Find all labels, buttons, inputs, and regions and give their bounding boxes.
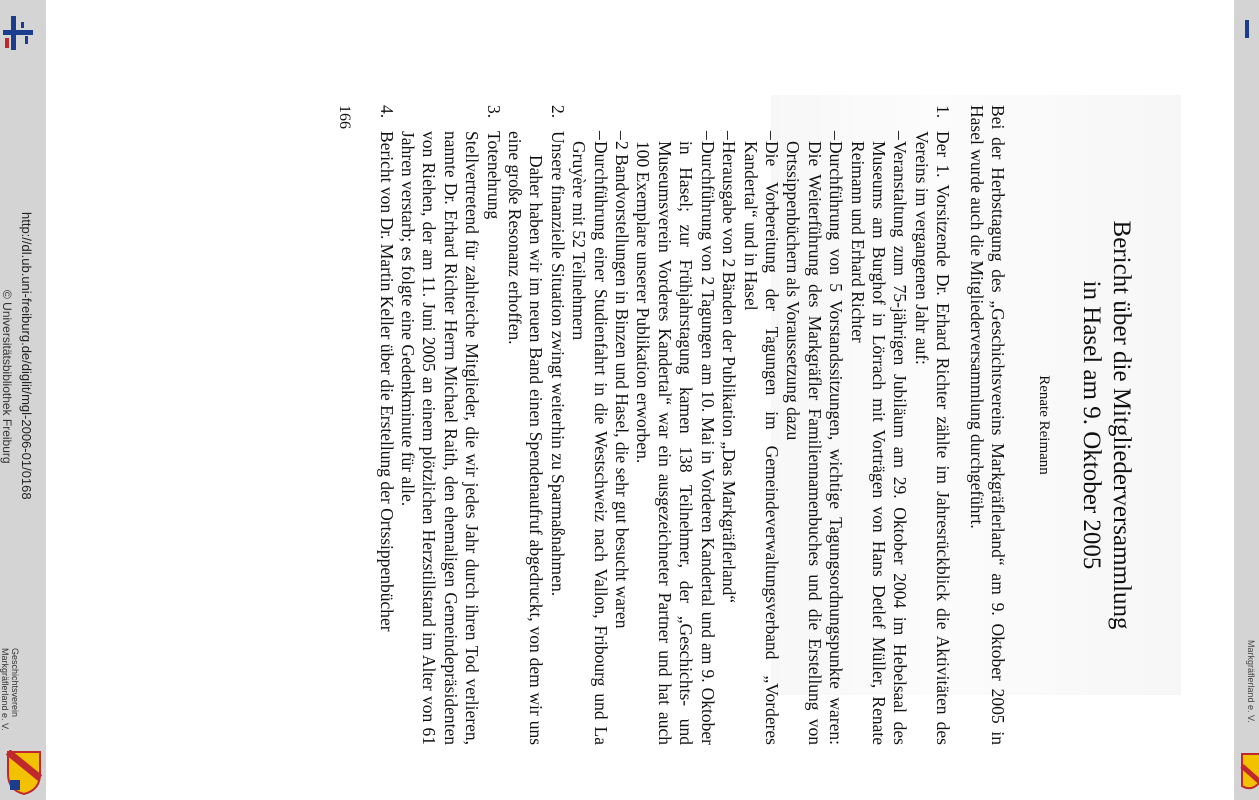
sub-item: – 2 Bandvorstellungen in Binzen und Hasel, die sehr gut besucht waren: [612, 131, 633, 629]
sub-item: – Herausgabe von 2 Bänden der Publikation „Das Markgräflerland“: [719, 131, 740, 604]
title-line-2: in Hasel am 9. Oktober 2005: [1078, 280, 1105, 570]
sub-item: – Durchführung von 5 Vorstandssitzungen, wichtige Tagungsordnungspunkte waren: Die Weiterführung des Markgräfler Familiennamenbuches und die Erstellung von Ortssippenbüchern als Voraussetzung dazu: [783, 131, 847, 745]
society-line-2: Markgräflerland e. V.: [0, 648, 10, 731]
item-lead: Bericht von Dr. Martin Keller über die Erstellung der Ortssippenbücher: [376, 131, 397, 632]
item-paragraph: Stellvertretend für zahlreiche Mitglieder, die wir jedes Jahr durch ihren Tod verlieren, nannte Dr. Erhard Richter Herrn Michael Raith, den ehemaligen Gemeindepräsidenten von Riehen, der am 11. Juni 2005 an einem plötzlichen Herzstillstand im Alter von 61 Jahren verstarb; es folgte eine Gedenkminute für alle.: [398, 131, 483, 745]
right-arms-fragment-icon: [1238, 752, 1259, 792]
source-url[interactable]: http://dl.ub.uni-freiburg.de/diglit/mgl-2006-01/0168: [19, 212, 34, 500]
sub-item: – Die Vorbereitung der Tagungen im Gemeindeverwaltungsverband „Vorderes Kandertal“ und in Hasel: [740, 131, 782, 745]
page-number: 166: [336, 105, 354, 129]
right-logo-fragment-icon: [1243, 20, 1255, 38]
copyright-notice: © Universitätsbibliothek Freiburg: [0, 290, 14, 464]
right-edge-label: Markgräflerland e. V.: [1246, 640, 1256, 723]
document-title: [1076, 105, 1136, 745]
rotated-document-text: [140, 105, 1140, 745]
item-paragraph: Daher haben wir im neuen Band einen Spendenaufruf abgedruckt, von dem wir uns eine große Resonanz erhoffen.: [505, 131, 547, 745]
title-line-1: Bericht über die Mitgliederversammlung: [1108, 220, 1135, 630]
sub-item: – Durchführung von 2 Tagungen am 10. Mai in Vorderen Kandertal und am 9. Oktober in Hasel; zur Frühjahrstagung kamen 138 Teilnehmer, der „Geschichts- und Museumsverein Vorderes Kandertal“ war ein ausgezeichneter Partner und hat auch 100 Exemplare unserer Publikation erworben.: [633, 131, 718, 745]
document-author: Renate Reimann: [1036, 375, 1052, 475]
item-lead: Totenehrung: [483, 131, 504, 220]
list-item: [504, 105, 568, 745]
list-item: [397, 105, 504, 745]
item-number: 4.: [376, 105, 397, 119]
list-item: [375, 105, 396, 745]
sub-item: – Veranstaltung zum 75-jährigen Jubiläum am 29. Oktober 2004 im Hebelsaal des Museums am Burghof in Lörrach mit Vorträgen von Hans Detlef Müller, Renate Reimann und Erhard Richter: [847, 131, 911, 745]
society-line-1: Geschichtsverein: [10, 648, 20, 718]
intro-paragraph: Bei der Herbsttagung des „Geschichtsvereins Markgräflerland“ am 9. Oktober 2005 in Hasel wurde auch die Mitgliederversammlung durchgeführt.: [966, 105, 1008, 745]
item-number: 1.: [933, 105, 954, 119]
library-logo-icon: [3, 16, 41, 50]
item-number: 2.: [547, 105, 568, 119]
item-lead: Unsere finanzielle Situation zwingt weiterhin zu Sparmaßnahmen.: [547, 131, 568, 597]
list-item: [568, 105, 953, 745]
item-lead: Der 1. Vorsitzende Dr. Erhard Richter zählte im Jahresrückblick die Aktivitäten des Vereins im vergangenen Jahr auf:: [911, 131, 954, 745]
sub-item: – Durchführung einer Studienfahrt in die Westschweiz nach Vallon, Fribourg und La Gruyère mit 52 Teilnehmern: [569, 131, 611, 745]
coat-of-arms-icon: [6, 750, 42, 796]
item-number: 3.: [483, 105, 504, 119]
society-name: [0, 648, 20, 731]
